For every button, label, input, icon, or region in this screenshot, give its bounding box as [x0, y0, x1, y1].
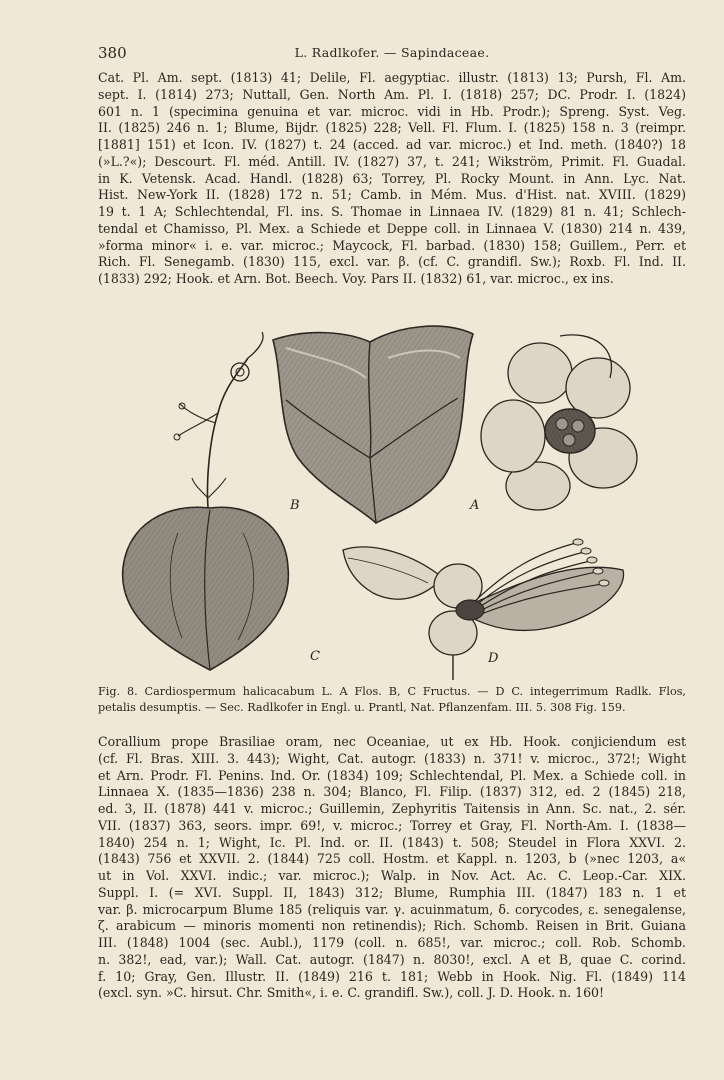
text-line: 1840) 254 n. 1; Wight, Ic. Pl. Ind. or. II. (1843) t. 508; Steudel in Flora XXVI. 2. [98, 834, 686, 850]
text-line: Rich. Fl. Senegamb. (1830) 115, excl. var. β. (cf. C. grandifl. Sw.); Roxb. Fl. Ind. II. [98, 254, 686, 270]
text-line: var. β. microcarpum Blume 185 (reliquis var. γ. acuinmatum, δ. corycodes, ε. senegalense, [98, 901, 686, 917]
panel-label-b: B [290, 498, 300, 513]
figure-cardiospermum [98, 318, 686, 680]
running-title: L. Radlkofer. — Sapindaceae. [294, 45, 490, 60]
text-line: tendal et Chamisso, Pl. Mex. a Schiede et Deppe coll. in Linnaea V. (1830) 214 n. 439, [98, 220, 686, 236]
text-line: 601 n. 1 (specimina genuina et var. microc. vidi in Hb. Prodr.); Spreng. Syst. Veg. [98, 103, 686, 119]
text-line: III. (1848) 1004 (sec. Aubl.), 1179 (coll. n. 685!, var. microc.; coll. Rob. Schomb. [98, 935, 686, 950]
text-line: et Arn. Prodr. Fl. Penins. Ind. Or. (1834) 109; Schlechtendal, Pl. Mex. a Schiede coll. in [98, 767, 686, 783]
text-line: ut in Vol. XXVI. indic.; var. microc.); Walp. in Nov. Act. Ac. C. Leop.-Car. XIX. [98, 868, 686, 883]
text-line: Hist. New-York II. (1828) 172 n. 51; Camb. in Mém. Mus. d'Hist. nat. XVIII. (1829) [98, 187, 686, 203]
text-line: sept. I. (1814) 273; Nuttall, Gen. North Am. Pl. I. (1818) 257; DC. Prodr. I. (1824) [98, 86, 686, 102]
panel-b-fruit [273, 326, 473, 523]
panel-c-fruit-stem [123, 332, 289, 670]
page-number: 380 [98, 44, 127, 62]
text-line: in K. Vetensk. Acad. Handl. (1828) 63; Torrey, Pl. Rocky Mount. in Ann. Lyc. Nat. [98, 170, 686, 186]
botanical-illustration [98, 318, 686, 680]
bottom-paragraph [98, 734, 686, 1002]
panel-label-a: A [470, 498, 480, 513]
panel-d-flower [343, 539, 624, 680]
text-line: (1833) 292; Hook. et Arn. Bot. Beech. Voy. Pars II. (1832) 61, var. microc., ex ins. [98, 271, 614, 286]
caption-line: petalis desumptis. — Sec. Radlkofer in Engl. u. Prantl, Nat. Pflanzenfam. III. 5. 308 Fig. 159. [98, 700, 626, 714]
text-line: 19 t. 1 A; Schlechtendal, Fl. ins. S. Thomae in Linnaea IV. (1829) 81 n. 41; Schlech- [98, 204, 686, 219]
text-line: ζ. arabicum — minoris momenti non retinendis); Rich. Schomb. Reisen in Brit. Guiana [98, 918, 686, 934]
text-line: (cf. Fl. Bras. XIII. 3. 443); Wight, Cat. autogr. (1833) n. 371! v. microc., 372!; Wight [98, 750, 686, 766]
text-line: f. 10; Gray, Gen. Illustr. II. (1849) 216 t. 181; Webb in Hook. Nig. Fl. (1849) 114 [98, 968, 686, 984]
text-line: Suppl. I. (= XVI. Suppl. II, 1843) 312; Blume, Rumphia III. (1847) 183 n. 1 et [98, 884, 686, 900]
panel-label-c: C [310, 649, 320, 664]
text-line: Linnaea X. (1835—1836) 238 n. 304; Blanco, Fl. Filip. (1837) 312, ed. 2 (1845) 218, [98, 784, 686, 800]
panel-label-d: D [488, 651, 499, 666]
text-line: (1843) 756 et XXVII. 2. (1844) 725 coll. Hostm. et Kappl. n. 1203, b (»nec 1203, a« [98, 851, 686, 867]
text-line: VII. (1837) 363, seors. impr. 69!, v. microc.; Torrey et Gray, Fl. North-Am. I. (1838— [98, 817, 686, 833]
text-line: (excl. syn. »C. hirsut. Chr. Smith«, i. e. C. grandifl. Sw.), coll. J. D. Hook. n. 160! [98, 985, 605, 1001]
caption-line: Fig. 8. Cardiospermum halicacabum L. A Flos. B, C Fructus. — D C. integerrimum Radlk. Flos, [98, 685, 686, 698]
text-line: »forma minor« i. e. var. microc.; Maycock, Fl. barbad. (1830) 158; Guillem., Perr. et [98, 237, 686, 253]
text-line: (»L.?«); Descourt. Fl. méd. Antill. IV. (1827) 37, t. 241; Wikström, Primit. Fl. Guadal. [98, 153, 686, 169]
top-paragraph [98, 70, 686, 288]
running-head [98, 44, 686, 64]
text-line: Cat. Pl. Am. sept. (1813) 41; Delile, Fl. aegyptiac. illustr. (1813) 13; Pursh, Fl. Am. [98, 70, 686, 85]
text-line: n. 382!, ead, var.); Wall. Cat. autogr. (1847) n. 8030!, excl. A et B, quae C. corind. [98, 951, 686, 967]
text-line: [1881] 151) et Icon. IV. (1827) t. 24 (acced. ad var. microc.) et Ind. meth. (1840?) 18 [98, 137, 686, 152]
panel-a-flower [481, 335, 637, 510]
text-line: ed. 3, II. (1878) 441 v. microc.; Guillemin, Zephyritis Taitensis in Ann. Sc. nat., 2. sér. [98, 801, 686, 816]
text-line: II. (1825) 246 n. 1; Blume, Bijdr. (1825) 228; Vell. Fl. Flum. I. (1825) 158 n. 3 (reimpr. [98, 120, 686, 136]
figure-caption [98, 684, 686, 715]
text-line: Corallium prope Brasiliae oram, nec Oceaniae, ut ex Hb. Hook. conjiciendum est [98, 734, 686, 749]
